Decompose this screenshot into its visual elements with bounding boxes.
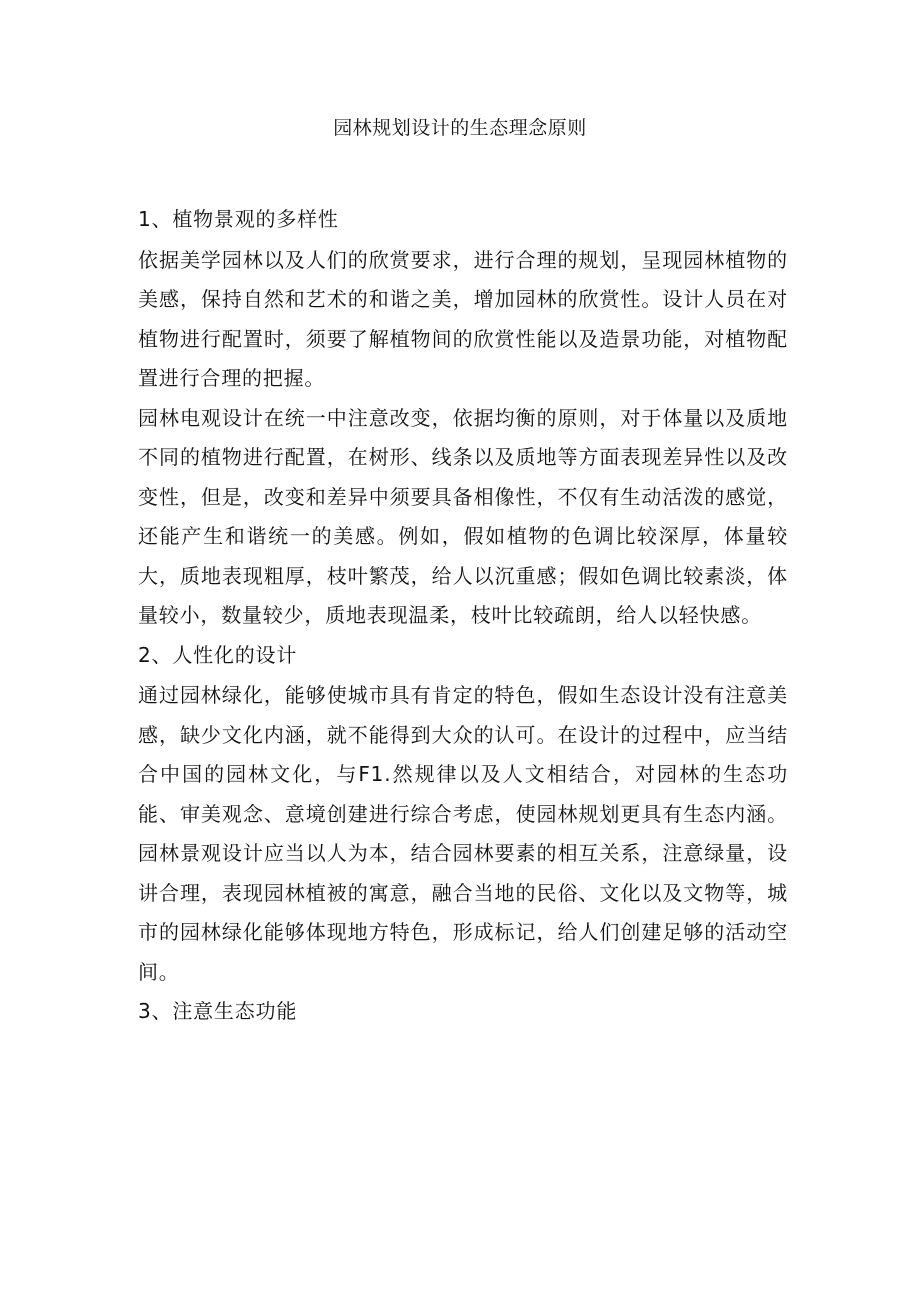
paragraph: 通过园林绿化，能够使城市具有肯定的特色，假如生态设计没有注意美感，缺少文化内涵，就不能得到大众的认可。在设计的过程中，应当结合中国的园林文化，与F1.然规律以及人文相结合，对园林的生态功能、审美观念、意境创建进行综合考虑，使园林规划更具有生态内涵。园林景观设计应当以人为本，结合园林要素的相互关系，注意绿量，设讲合理，表现园林植被的寓意，融合当地的民俗、文化以及文物等，城市的园林绿化能够体现地方特色，形成标记，给人们创建足够的活动空间。 [138,683,788,984]
paragraph: 依据美学园林以及人们的欣赏要求，进行合理的规划，呈现园林植物的美感，保持自然和艺术的和谐之美，增加园林的欣赏性。设计人员在对植物进行配置时，须要了解植物间的欣赏性能以及造景功能，对植物配置进行合理的把握。 [138,247,788,390]
paragraph: 园林电观设计在统一中注意改变，依据均衡的原则，对于体量以及质地不同的植物进行配置，在树形、线条以及质地等方面表现差异性以及改变性，但是，改变和差异中须要具备相像性，不仅有生动活泼的感觉，还能产生和谐统一的美感。例如，假如植物的色调比较深厚，体量较大，质地表现粗厚，枝叶繁茂，给人以沉重感；假如色调比较素淡，体量较小，数量较少，质地表现温柔，枝叶比较疏朗，给人以轻快感。 [138,405,788,627]
section-heading: 2、人性化的设计 [138,642,298,667]
section-humanized-design [138,636,788,993]
document-title: 园林规划设计的生态理念原则 [333,117,587,139]
section-heading: 1、植物景观的多样性 [138,207,339,231]
section-heading: 3、注意生态功能 [138,999,298,1023]
section-plant-diversity [138,200,788,636]
section-ecological-function [138,992,788,1032]
document-body [138,200,788,1033]
